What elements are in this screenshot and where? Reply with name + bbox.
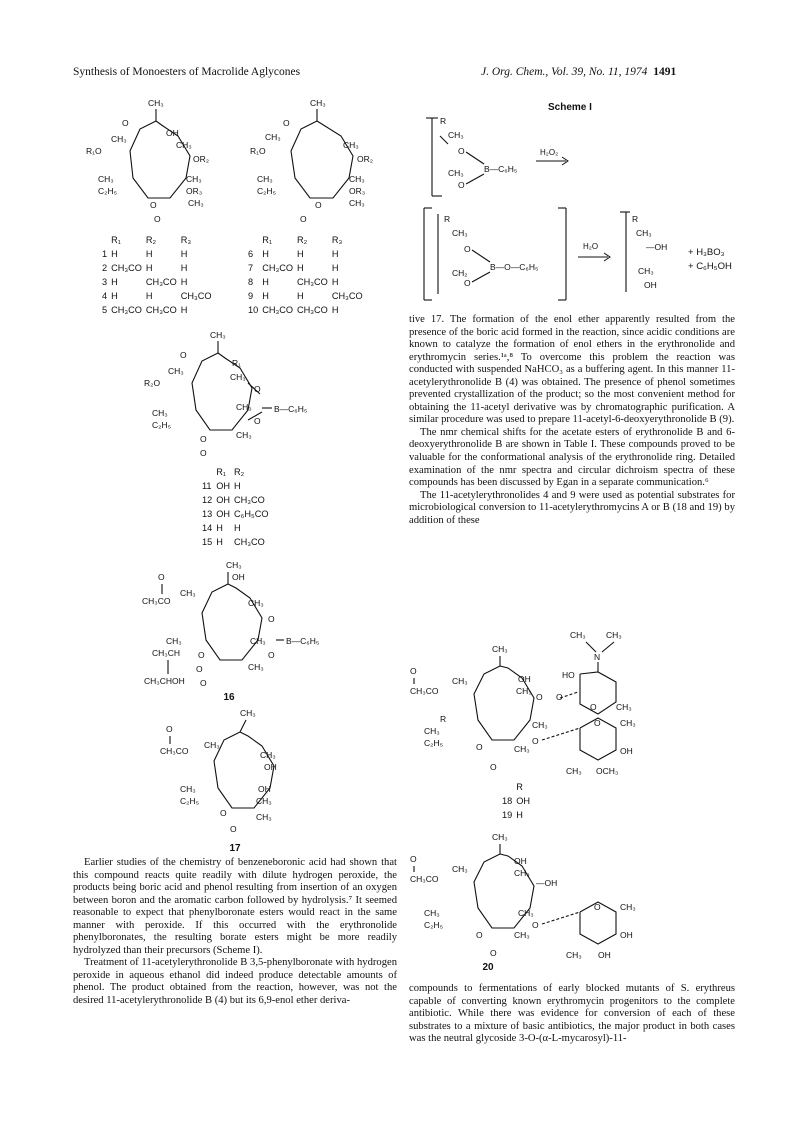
svg-text:CH₃: CH₃	[152, 408, 168, 418]
svg-text:CH₃: CH₃	[180, 588, 196, 598]
svg-text:CH₃: CH₃	[168, 366, 184, 376]
svg-text:O: O	[230, 824, 237, 834]
running-header: Synthesis of Monoesters of Macrolide Aglycones	[73, 66, 301, 78]
svg-text:O: O	[556, 692, 563, 702]
svg-text:OH: OH	[644, 280, 657, 290]
svg-text:OH: OH	[514, 856, 527, 866]
svg-text:CH₃: CH₃	[616, 702, 632, 712]
paragraph: The 11-acetylerythronolides 4 and 9 were used as potential substrates for microbiological conversion to 11-acetylerythromycins A or B (18 and 19) by addition of these	[409, 489, 735, 526]
arrow-label-h2o: H₂O	[583, 242, 599, 251]
svg-text:CH₃: CH₃	[176, 140, 192, 150]
arrow-label-h2o2: H₂O₂	[540, 148, 559, 157]
right-column-text-upper	[409, 314, 735, 527]
svg-text:OH: OH	[518, 674, 531, 684]
compound-table-18-19: R 18 OH 19 H	[502, 782, 531, 820]
svg-text:O: O	[532, 920, 539, 930]
svg-text:CH₃: CH₃	[180, 784, 196, 794]
svg-text:CH₃: CH₃	[236, 402, 252, 412]
svg-text:CH₃: CH₃	[570, 630, 586, 640]
svg-text:R₂O: R₂O	[144, 378, 161, 388]
svg-text:CH₃: CH₃	[606, 630, 622, 640]
svg-text:O: O	[166, 724, 173, 734]
svg-text:CH₃: CH₃	[230, 372, 246, 382]
svg-text:R: R	[440, 116, 447, 126]
svg-text:O: O	[283, 118, 290, 128]
svg-text:CH₃: CH₃	[250, 636, 266, 646]
svg-text:CH₃: CH₃	[260, 750, 276, 760]
svg-text:CH₃: CH₃	[256, 812, 272, 822]
svg-text:CH₃: CH₃	[566, 950, 582, 960]
svg-text:—OH: —OH	[536, 878, 558, 888]
compound-table-6-10: R₁ R₂ R₃ 6 H H H 7 CH₃CO H H 8 H CH₃CO H 9 H H CH₃CO 10 CH₃CO CH₃CO H	[248, 235, 363, 315]
svg-text:CH₃: CH₃	[343, 140, 359, 150]
svg-text:CH₃: CH₃	[186, 174, 202, 184]
svg-text:R: R	[632, 214, 639, 224]
svg-text:O: O	[158, 572, 165, 582]
svg-text:CH₃CO: CH₃CO	[142, 596, 171, 606]
svg-text:O: O	[476, 742, 483, 752]
page-number: 1491	[653, 66, 677, 78]
svg-text:O: O	[594, 718, 601, 728]
svg-text:CH₃: CH₃	[111, 134, 127, 144]
structure-erythronolide-b	[78, 96, 228, 226]
svg-text:B—O—C₆H₅: B—O—C₆H₅	[490, 262, 539, 272]
svg-text:OR₂: OR₂	[357, 154, 374, 164]
structure-6-deoxyerythronolide-b	[245, 96, 395, 226]
paragraph: Earlier studies of the chemistry of benzeneboronic acid had shown that this compound reacts quite readily with dilute hydrogen peroxide, the products being boric acid and phenol resulting from insertion of an oxygen between boron and the aromatic carbon followed by hydrolysis.⁷ It seemed reasonable to expect that phenylboronate esters would react in the same manner with peroxide. If this occurred with the erythronolide phenylboronates, the resulting borate esters might be more readily hydrolyzed than their precursors (Scheme I).	[73, 857, 397, 956]
svg-text:N: N	[594, 652, 601, 662]
svg-text:CH₃: CH₃	[638, 266, 654, 276]
svg-text:O: O	[254, 416, 261, 426]
svg-text:OH: OH	[232, 572, 245, 582]
svg-text:C₂H₅: C₂H₅	[180, 796, 200, 806]
svg-text:CH₃: CH₃	[518, 908, 534, 918]
paragraph: tive 17. The formation of the enol ether apparently resulted from the presence of the boric acid formed in the reaction, since acidic conditions are known to catalyze the formation of enol ethers in the erythronolide and erythromycin series.¹ᵃ,⁸ To overcome this problem the reaction was conducted with suspended NaHCO₃ as a buffering agent. In this manner 11-acetylerythronolide B (4) was obtained. The presence of phenol sometimes prevented crystallization of the product; so the most convenient method for obtaining the 11-acetyl derivative was by chromatographic purification. A similar procedure was used to prepare 11-acetyl-6-deoxyerythronolide B (9).	[409, 314, 735, 426]
svg-text:R: R	[444, 214, 451, 224]
svg-text:O: O	[268, 650, 275, 660]
svg-text:C₂H₅: C₂H₅	[98, 186, 118, 196]
svg-text:CH₃: CH₃	[452, 228, 468, 238]
svg-text:O: O	[200, 448, 207, 458]
svg-text:O: O	[536, 692, 543, 702]
left-column-text	[73, 857, 397, 1008]
svg-text:O: O	[410, 854, 417, 864]
svg-text:O: O	[490, 762, 497, 772]
svg-text:CH₃: CH₃	[210, 330, 226, 340]
svg-text:CH₃: CH₃	[424, 908, 440, 918]
svg-text:O: O	[254, 384, 261, 394]
svg-text:OH: OH	[166, 128, 179, 138]
svg-text:O: O	[315, 200, 322, 210]
svg-text:CH₂: CH₂	[452, 268, 468, 278]
svg-text:CH₃: CH₃	[514, 868, 530, 878]
paragraph: The nmr chemical shifts for the acetate esters of erythronolide B and 6-deoxyerythronolide B are shown in Table I. These compounds proved to be valuable for the conformational analysis of the erythronolide ring. Detailed examination of the nmr spectra and circular dichroism spectra of these compounds has been discussed by Egan in a separate communication.⁶	[409, 426, 735, 489]
scheme-byproducts: + H₃BO₃ + C₆H₅OH	[688, 247, 732, 272]
svg-text:OH: OH	[264, 762, 277, 772]
svg-text:OCH₃: OCH₃	[596, 766, 619, 776]
svg-text:O: O	[122, 118, 129, 128]
structure-erythromycin-18-19	[410, 628, 710, 780]
svg-text:CH₃: CH₃	[514, 744, 530, 754]
svg-text:O: O	[200, 678, 207, 688]
svg-text:CH₃: CH₃	[492, 644, 508, 654]
svg-text:CH₃: CH₃	[566, 766, 582, 776]
svg-text:CH₃: CH₃	[265, 132, 281, 142]
paragraph: Treatment of 11-acetylerythronolide B 3,5-phenylboronate with hydrogen peroxide in aqueous ethanol did indeed produce detectable amounts of phenol. The product obtained from the reaction, however, was not the desired 11-acetylerythronolide B (4) but its 6,9-enol ether deriva-	[73, 957, 397, 1007]
svg-text:O: O	[594, 902, 601, 912]
structure-phenylboronate	[140, 328, 330, 458]
svg-text:CH₃: CH₃	[424, 726, 440, 736]
svg-text:OH: OH	[598, 950, 611, 960]
svg-text:R₁O: R₁O	[250, 146, 266, 156]
phenol-label: C₆H₅OH	[696, 261, 732, 272]
svg-text:O: O	[220, 808, 227, 818]
svg-text:O: O	[198, 650, 205, 660]
svg-text:OH: OH	[620, 746, 633, 756]
svg-text:CH₃: CH₃	[310, 98, 326, 108]
svg-text:CH₃: CH₃	[452, 864, 468, 874]
compound-label-17: 17	[229, 843, 241, 854]
reaction-arrow-1	[536, 156, 572, 166]
svg-text:OR₃: OR₃	[349, 186, 366, 196]
svg-text:O: O	[154, 214, 161, 224]
compound-label-16: 16	[223, 692, 235, 703]
svg-text:R₁O: R₁O	[86, 146, 102, 156]
svg-text:OR₂: OR₂	[193, 154, 210, 164]
svg-text:CH₃: CH₃	[240, 708, 256, 718]
svg-text:CH₃: CH₃	[188, 198, 204, 208]
svg-text:CH₃: CH₃	[532, 720, 548, 730]
compound-table-11-15: R₁ R₂ 11 OH H 12 OH CH₃CO 13 OH C₆H₅CO 14 H H 15 H CH₃CO	[202, 467, 269, 547]
svg-text:CH₃: CH₃	[226, 560, 242, 570]
svg-text:B—C₆H₅: B—C₆H₅	[286, 636, 320, 646]
scheme-title: Scheme I	[548, 102, 592, 113]
svg-text:B—C₆H₅: B—C₆H₅	[484, 164, 518, 174]
svg-text:CH₃: CH₃	[492, 832, 508, 842]
reaction-arrow-2	[578, 252, 614, 262]
svg-text:CH₃: CH₃	[148, 98, 164, 108]
structure-17	[160, 706, 330, 836]
svg-text:O: O	[532, 736, 539, 746]
svg-text:CH₃CO: CH₃CO	[410, 874, 439, 884]
boric-acid-label: H₃BO₃	[696, 247, 725, 258]
svg-text:O: O	[410, 666, 417, 676]
svg-text:C₂H₅: C₂H₅	[257, 186, 277, 196]
svg-text:C₂H₅: C₂H₅	[424, 738, 444, 748]
svg-text:O: O	[458, 146, 465, 156]
svg-text:CH₃: CH₃	[514, 930, 530, 940]
svg-text:HO: HO	[562, 670, 575, 680]
svg-text:CH₃: CH₃	[98, 174, 114, 184]
svg-text:CH₃: CH₃	[448, 130, 464, 140]
svg-text:CH₃: CH₃	[349, 174, 365, 184]
svg-text:CH₃: CH₃	[256, 796, 272, 806]
svg-text:CH₃: CH₃	[248, 598, 264, 608]
compound-label-20: 20	[482, 962, 494, 973]
journal-name: J. Org. Chem., Vol. 39, No. 11, 1974	[481, 66, 648, 78]
svg-text:CH₃CHOH: CH₃CHOH	[144, 676, 185, 686]
svg-text:OH: OH	[620, 930, 633, 940]
svg-text:OR₃: OR₃	[186, 186, 203, 196]
svg-text:CH₃: CH₃	[349, 198, 365, 208]
svg-text:O: O	[180, 350, 187, 360]
svg-text:C₂H₅: C₂H₅	[424, 920, 444, 930]
svg-text:CH₃: CH₃	[620, 718, 636, 728]
svg-text:O: O	[476, 930, 483, 940]
svg-text:O: O	[464, 244, 471, 254]
structure-16	[138, 558, 348, 698]
svg-text:O: O	[150, 200, 157, 210]
svg-text:O: O	[268, 614, 275, 624]
svg-text:—OH: —OH	[646, 242, 668, 252]
svg-text:O: O	[300, 214, 307, 224]
svg-text:C₂H₅: C₂H₅	[152, 420, 172, 430]
svg-text:O: O	[464, 278, 471, 288]
svg-text:CH₃: CH₃	[636, 228, 652, 238]
svg-text:CH₃: CH₃	[204, 740, 220, 750]
journal-citation	[481, 66, 676, 78]
svg-text:CH₃: CH₃	[448, 168, 464, 178]
compound-table-1-5: R₁ R₂ R₃ 1 H H H 2 CH₃CO H H 3 H CH₃CO H 4 H H CH₃CO 5 CH₃CO CH₃CO H	[102, 235, 212, 315]
svg-text:CH₃: CH₃	[620, 902, 636, 912]
svg-text:O: O	[200, 434, 207, 444]
svg-text:CH₃: CH₃	[452, 676, 468, 686]
svg-text:O: O	[590, 702, 597, 712]
right-column-text-lower	[409, 983, 735, 1046]
svg-text:CH₃: CH₃	[236, 430, 252, 440]
svg-text:OH: OH	[258, 784, 271, 794]
paragraph: compounds to fermentations of early blocked mutants of S. erythreus capable of converting known erythromycin progenitors to the complete antibiotic. While there was evidence for conversion of each of these substrates to a mixture of basic antibiotics, the major product in both cases was the neutral glycoside 3-O-(α-L-mycarosyl)-11-	[409, 983, 735, 1045]
svg-text:CH₃: CH₃	[257, 174, 273, 184]
svg-text:R₁: R₁	[232, 358, 242, 368]
svg-text:CH₃CH: CH₃CH	[152, 648, 181, 658]
svg-text:CH₃: CH₃	[248, 662, 264, 672]
svg-text:CH₃: CH₃	[166, 636, 182, 646]
svg-text:CH₃CO: CH₃CO	[410, 686, 439, 696]
svg-text:CH₃: CH₃	[516, 686, 532, 696]
svg-text:R: R	[440, 714, 447, 724]
structure-20	[410, 830, 680, 965]
svg-text:CH₃CO: CH₃CO	[160, 746, 189, 756]
svg-text:B—C₆H₅: B—C₆H₅	[274, 404, 308, 414]
scheme-borate-intermediate	[420, 206, 570, 302]
svg-text:O: O	[458, 180, 465, 190]
scheme-diol-product	[616, 208, 686, 298]
svg-text:O: O	[196, 664, 203, 674]
svg-text:O: O	[490, 948, 497, 958]
